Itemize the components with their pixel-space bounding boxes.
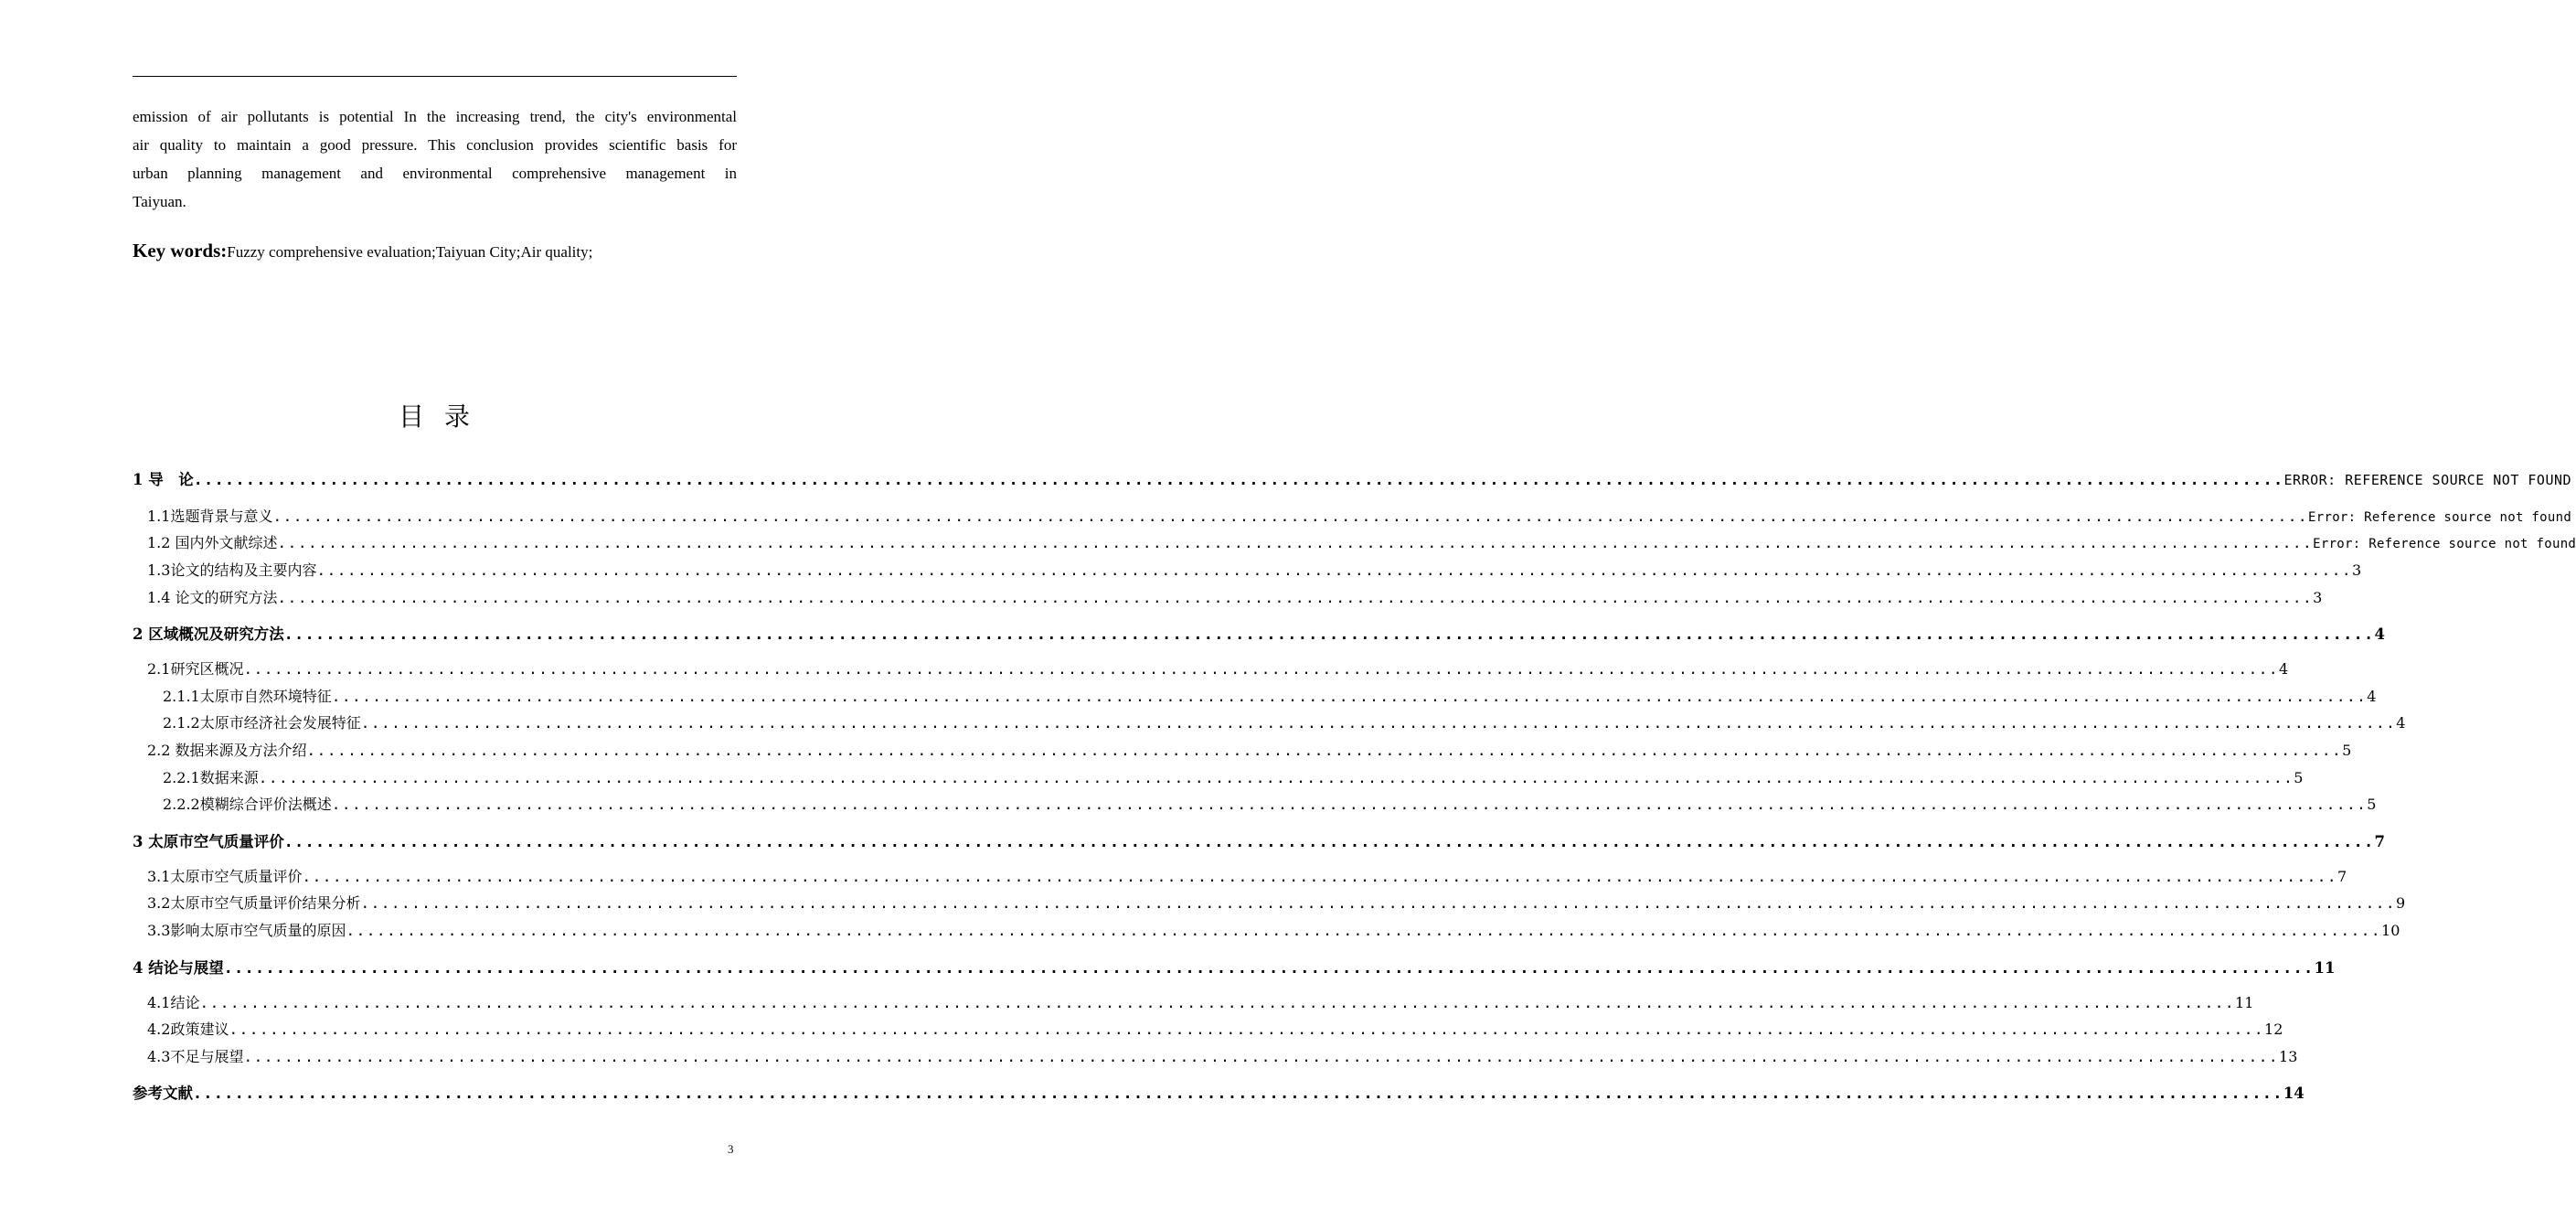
toc-entry[interactable] xyxy=(147,1045,2298,1066)
toc-leader: ........................................................................................................................................................................................................ xyxy=(258,769,2294,786)
abstract-line: Taiyuan. xyxy=(133,193,186,210)
page-number: 3 xyxy=(728,1142,734,1156)
toc-entry[interactable] xyxy=(133,829,2385,851)
toc-entry-title: 2 区域概况及研究方法 xyxy=(133,625,284,643)
toc-entry-title: 参考文献 xyxy=(133,1085,193,1102)
toc-entry[interactable] xyxy=(147,919,2400,940)
toc-leader: ........................................................................................................................................................................................................ xyxy=(302,868,2338,885)
toc-entry-title: 4 结论与展望 xyxy=(133,959,224,977)
toc-entry[interactable] xyxy=(163,766,2304,787)
toc-entry-page: Error: Reference source not found xyxy=(2313,537,2576,551)
toc-leader: ........................................................................................................................................................................................................ xyxy=(272,508,2309,525)
toc-entry[interactable] xyxy=(147,865,2347,886)
toc-leader: ........................................................................................................................................................................................................ xyxy=(243,1048,2280,1065)
toc-entry-title: 2.1.1太原市自然环境特征 xyxy=(163,688,332,705)
toc-entry-page: 9 xyxy=(2396,894,2406,912)
toc-leader: ........................................................................................................................................................................................................ xyxy=(277,534,2314,551)
toc-entry-title: 3.3影响太原市空气质量的原因 xyxy=(147,922,346,939)
toc-entry-title: 4.1结论 xyxy=(147,994,200,1011)
toc-leader: ........................................................................................................................................................................................................ xyxy=(229,1021,2265,1038)
abstract-line: emission of air pollutants is potential In the increasing trend, the city's environmental xyxy=(133,108,737,125)
toc-entry-title: 2.2.2模糊综合评价法概述 xyxy=(163,796,332,813)
keywords-text: Fuzzy comprehensive evaluation;Taiyuan City;Air quality; xyxy=(227,243,593,261)
toc-leader: ........................................................................................................................................................................................................ xyxy=(199,994,2236,1011)
toc-entry[interactable] xyxy=(147,586,2323,607)
toc-entry-page: 14 xyxy=(2283,1085,2305,1102)
toc-entry[interactable] xyxy=(133,467,2572,489)
toc-entry[interactable] xyxy=(133,622,2385,644)
toc-entry-title: 2.1.2太原市经济社会发展特征 xyxy=(163,714,361,732)
toc-leader: ........................................................................................................................................................................................................ xyxy=(277,589,2314,606)
abstract-line: urban planning management and environmental comprehensive management in xyxy=(133,165,737,182)
toc-leader: ........................................................................................................................................................................................................ xyxy=(283,625,2375,643)
toc-entry-title: 4.3不足与展望 xyxy=(147,1048,244,1065)
toc-leader: ........................................................................................................................................................................................................ xyxy=(331,688,2368,705)
toc-entry-page: 7 xyxy=(2374,833,2385,850)
toc-entry-title: 4.2政策建议 xyxy=(147,1021,229,1038)
toc-entry-page: 13 xyxy=(2279,1048,2298,1065)
toc-entry-title: 3.1太原市空气质量评价 xyxy=(147,868,303,885)
toc-entry[interactable] xyxy=(133,1081,2305,1103)
toc-entry-title: 1.3论文的结构及主要内容 xyxy=(147,561,317,579)
toc-entry-page: 4 xyxy=(2279,660,2289,678)
toc-leader: ........................................................................................................................................................................................................ xyxy=(346,922,2382,939)
toc-entry[interactable] xyxy=(147,892,2406,913)
toc-entry-page: 10 xyxy=(2381,922,2400,939)
toc-entry[interactable] xyxy=(163,793,2377,814)
toc-entry[interactable] xyxy=(147,531,2576,552)
keywords xyxy=(133,240,592,262)
toc-entry-title: 1.2 国内外文献综述 xyxy=(147,534,278,551)
toc-entry-page: 5 xyxy=(2367,796,2377,813)
toc-entry[interactable] xyxy=(147,991,2254,1012)
toc-entry-title: 3 太原市空气质量评价 xyxy=(133,833,284,850)
toc-entry-page: 7 xyxy=(2337,868,2347,885)
toc-leader: ........................................................................................................................................................................................................ xyxy=(316,561,2353,579)
toc-leader: ........................................................................................................................................................................................................ xyxy=(193,471,2284,488)
keywords-label: Key words: xyxy=(133,240,228,262)
toc-entry[interactable] xyxy=(133,956,2336,978)
toc-entry[interactable] xyxy=(163,685,2377,706)
toc-entry[interactable] xyxy=(147,1018,2283,1039)
toc-leader: ........................................................................................................................................................................................................ xyxy=(331,796,2368,813)
toc-entry-page: 3 xyxy=(2313,589,2323,606)
toc-leader: ........................................................................................................................................................................................................ xyxy=(306,742,2343,759)
toc-entry[interactable] xyxy=(163,711,2406,732)
toc-leader: ........................................................................................................................................................................................................ xyxy=(243,660,2280,678)
toc-entry-page: 5 xyxy=(2342,742,2352,759)
toc-leader: ........................................................................................................................................................................................................ xyxy=(223,959,2315,977)
toc-entry-page: 12 xyxy=(2264,1021,2283,1038)
toc-entry-title: 3.2太原市空气质量评价结果分析 xyxy=(147,894,361,912)
toc-entry-title: 1.1选题背景与意义 xyxy=(147,508,273,525)
toc-entry-page: 5 xyxy=(2294,769,2304,786)
toc-title: 目录 xyxy=(398,401,490,432)
toc-leader: ........................................................................................................................................................................................................ xyxy=(283,833,2375,850)
toc-entry-page: 11 xyxy=(2235,994,2254,1011)
toc-entry-page: ERROR: REFERENCE SOURCE NOT FOUND xyxy=(2283,472,2572,488)
toc-entry-page: 4 xyxy=(2367,688,2377,705)
toc-leader: ........................................................................................................................................................................................................ xyxy=(360,714,2397,732)
toc-entry-page: 4 xyxy=(2396,714,2406,732)
toc-leader: ........................................................................................................................................................................................................ xyxy=(193,1085,2283,1102)
toc-entry-page: 3 xyxy=(2352,561,2362,579)
abstract-line: air quality to maintain a good pressure. This conclusion provides scientific basis for xyxy=(133,136,737,154)
toc-entry-page: 4 xyxy=(2374,625,2385,643)
toc-entry[interactable] xyxy=(147,657,2289,679)
toc-entry-title: 1.4 论文的研究方法 xyxy=(147,589,278,606)
header-rule xyxy=(133,76,737,77)
abstract-paragraph xyxy=(133,102,737,216)
toc-entry-title: 2.1研究区概况 xyxy=(147,660,244,678)
toc-leader: ........................................................................................................................................................................................................ xyxy=(360,894,2397,912)
toc-entry[interactable] xyxy=(147,505,2572,526)
toc-entry-page: Error: Reference source not found xyxy=(2308,510,2572,525)
toc-entry-page: 11 xyxy=(2314,959,2336,977)
toc-entry-title: 2.2.1数据来源 xyxy=(163,769,259,786)
toc-entry-title: 1 导 论 xyxy=(133,471,194,488)
toc-entry-title: 2.2 数据来源及方法介绍 xyxy=(147,742,307,759)
toc-entry[interactable] xyxy=(147,739,2352,760)
toc-entry[interactable] xyxy=(147,559,2362,580)
